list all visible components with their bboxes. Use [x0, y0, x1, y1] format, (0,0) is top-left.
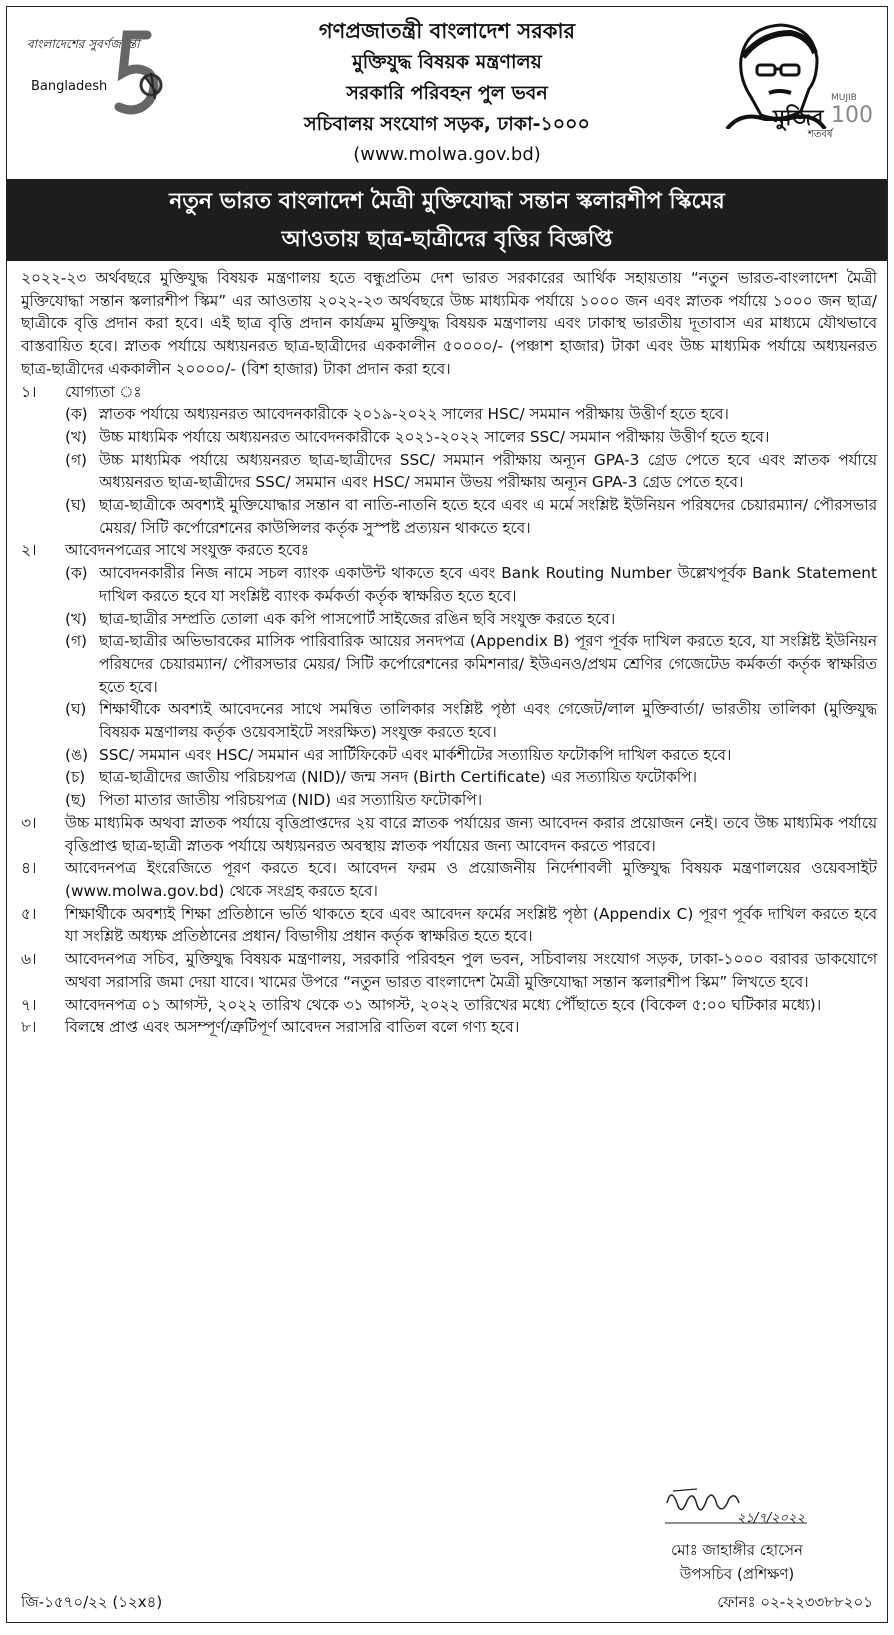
section-item — [21, 903, 877, 948]
section-text: আবেদনপত্রের সাথে সংযুক্ত করতে হবেঃ — [65, 541, 309, 560]
sub-item — [21, 630, 877, 698]
section-item — [21, 857, 877, 902]
sub-item-key: (ক) — [65, 405, 88, 424]
signatory-name: মোঃ জাহাঙ্গীর হোসেন — [671, 1541, 803, 1559]
notice-body — [7, 261, 887, 1039]
sub-item-text: স্নাতক পর্যায়ে অধ্যয়নরত আবেদনকারীকে ২০১৯-২০২২ সালের HSC/ সমমান পরীক্ষায় উত্তীর্ণ হতে হবে। — [99, 405, 729, 424]
govt-name: গণপ্রজাতন্ত্রী বাংলাদেশ সরকার — [318, 19, 576, 43]
reference-number: জি-১৫৭০/২২ (১২x৪) — [21, 1593, 163, 1611]
title-line-1: নতুন ভারত বাংলাদেশ মৈত্রী মুক্তিযোদ্ধা সন্তান স্কলারশীপ স্কিমের — [169, 189, 725, 214]
sub-item-key: (খ) — [65, 609, 87, 628]
section-number: ৭। — [21, 995, 37, 1014]
sub-item-key: (ঘ) — [65, 496, 87, 515]
website: (www.molwa.gov.bd) — [353, 144, 541, 165]
sub-item-key: (ঘ) — [65, 700, 87, 719]
mujib-en-text: MUJIB — [831, 93, 857, 103]
hundred-text: 100 — [831, 103, 873, 128]
section-item — [21, 948, 877, 993]
section-text: যোগ্যতা ঃ — [65, 382, 142, 401]
section-text: আবেদনপত্র ইংরেজিতে পূরণ করতে হবে। আবেদন ফরম ও প্রয়োজনীয় নির্দেশাবলী মুক্তিযুদ্ধ বিষয়ক মন্ত্রণালয়ের ওয়েবসাইট (www.molwa.gov.bd) থেকে সংগ্রহ করতে হবে। — [65, 859, 877, 900]
phone-number: ফোনঃ ০২-২২৩৩৮৮২০১ — [717, 1593, 873, 1611]
section-number: ১। — [21, 382, 37, 401]
sub-item-text: ছাত্র-ছাত্রীর অভিভাবকের মাসিক পারিবারিক আয়ের সনদপত্র (Appendix B) পূরণ পূর্বক দাখিল করতে হবে, যা সংশ্লিষ্ট ইউনিয়ন পরিষদের চেয়ারম্যান/ পৌরসভার মেয়র/ সিটি কর্পোরেশনের কমিশনার/ ইউএনও/প্রথম শ্রেণির গেজেটেড কর্মকর্তা কর্তৃক স্বাক্ষরিত হতে হবে। — [99, 632, 877, 696]
sections-list — [21, 381, 877, 1039]
section-item — [21, 812, 877, 857]
ministry-heading — [177, 15, 717, 170]
section-number: ৫। — [21, 904, 37, 923]
section-text: বিলম্বে প্রাপ্ত এবং অসম্পূর্ণ/ত্রুটিপূর্ণ আবেদন সরাসরি বাতিল বলে গণ্য হবে। — [65, 1018, 520, 1037]
section-text: উচ্চ মাধ্যমিক অথবা স্নাতক পর্যায়ে বৃত্তিপ্রাপ্তদের ২য় বারে স্নাতক পর্যায়ের জন্য আবেদন করার প্রয়োজন নেই। তবে উচ্চ মাধ্যমিক পর্যায়ে বৃত্তিপ্রাপ্ত ছাত্র-ছাত্রী স্নাতক পর্যায়ে অধ্যয়নরত অবস্থায় স্নাতক পর্যায়ের জন্য আবেদন করতে পারবে। — [65, 813, 877, 855]
sub-item-text: পিতা মাতার জাতীয় পরিচয়পত্র (NID) এর সত্যায়িত ফটোকপি। — [99, 791, 483, 810]
sub-item-text: ছাত্র-ছাত্রীর সম্প্রতি তোলা এক কপি পাসপোর্ট সাইজের রঙিন ছবি সংযুক্ত করতে হবে। — [99, 609, 616, 628]
golden-jubilee-logo — [17, 19, 177, 129]
sub-item — [21, 494, 877, 539]
logo-tagline: বাংলাদেশের সুবর্ণজয়ন্তী — [27, 37, 140, 51]
sub-item — [21, 608, 877, 631]
section-text: আবেদনপত্র সচিব, মুক্তিযুদ্ধ বিষয়ক মন্ত্রণালয়, সরকারি পরিবহন পুল ভবন, সচিবালয় সংযোগ সড়ক, ঢাকা-১০০০ বরাবর ডাকযোগে অথবা সরাসরি জমা দেয়া যাবে। খামের উপরে “নতুন ভারত বাংলাদেশ মৈত্রী মুক্তিযোদ্ধা সন্তান স্কলারশীপ স্কিম” লিখতে হবে। — [65, 950, 877, 991]
section-number: ২। — [21, 541, 37, 560]
sub-item-key: (খ) — [65, 427, 87, 446]
notice-title — [7, 179, 887, 261]
sub-item-text: ছাত্র-ছাত্রীদের জাতীয় পরিচয়পত্র (NID)/ জন্ম সনদ (Birth Certificate) এর সত্যায়িত ফটোকপি। — [99, 768, 697, 787]
section-number: ৪। — [21, 859, 37, 878]
ministry-name: মুক্তিযুদ্ধ বিষয়ক মন্ত্রণালয় — [352, 51, 542, 73]
sub-item-key: (ঙ) — [65, 745, 89, 764]
signature-date: ২১/৭/২০২২ — [737, 1511, 805, 1526]
mujib-centenary-logo — [713, 19, 873, 139]
sub-item-key: (ক) — [65, 564, 88, 583]
intro-paragraph: ২০২২-২৩ অর্থবছরে মুক্তিযুদ্ধ বিষয়ক মন্ত্রণালয় হতে বন্ধুপ্রতিম দেশ ভারত সরকারের আর্থিক সহায়তায় “নতুন ভারত-বাংলাদেশ মৈত্রী মুক্তিযোদ্ধা সন্তান স্কলারশীপ স্কিম” এর আওতায় ২০২২-২৩ অর্থবছরে উচ্চ মাধ্যমিক পর্যায়ে ১০০০ জন এবং স্নাতক পর্যায়ে ১০০০ জন ছাত্র/ছাত্রীকে বৃত্তি প্রদান করা হবে। এই ছাত্র বৃত্তি প্রদান কার্যক্রম মুক্তিযুদ্ধ বিষয়ক মন্ত্রণালয় এবং ঢাকাস্থ ভারতীয় দূতাবাস এর মাধ্যমে যৌথভাবে বাস্তবায়িত হবে। স্নাতক পর্যায়ে অধ্যয়নরত ছাত্র-ছাত্রীদের এককালীন ৫০০০০/- (পঞ্চাশ হাজার) টাকা এবং উচ্চ মাধ্যমিক পর্যায়ে অধ্যয়নরত ছাত্র-ছাত্রীদের এককালীন ২০০০০/- (বিশ হাজার) টাকা প্রদান করা হবে। — [21, 269, 877, 378]
section-number: ৩। — [21, 813, 37, 832]
sub-item — [21, 403, 877, 426]
signatory-designation: উপসচিব (প্রশিক্ষণ) — [679, 1565, 795, 1583]
sub-item — [21, 426, 877, 449]
fifty-emblem-icon — [107, 29, 177, 124]
sub-item-text: আবেদনকারীর নিজ নামে সচল ব্যাংক একাউন্ট থাকতে হবে এবং Bank Routing Number উল্লেখপূর্বক Bank Statement দাখিল করতে হবে যা সংশ্লিষ্ট ব্যাংক কর্মকর্তা কর্তৃক স্বাক্ষরিত হতে হবে। — [99, 564, 877, 605]
section-number: ৮। — [21, 1018, 37, 1037]
notice-page — [6, 6, 888, 1623]
sub-item-text: শিক্ষার্থীকে অবশ্যই আবেদনের সাথে সমন্বিত তালিকার সংশ্লিষ্ট পৃষ্ঠা এবং গেজেট/লাল মুক্তিবার্তা/ ভারতীয় তালিকা (মুক্তিযুদ্ধ বিষয়ক মন্ত্রণালয় কর্তৃক ওয়েবসাইটে সংরক্ষিত) সংযুক্ত করতে হবে। — [99, 700, 877, 742]
mujib-text: মুজিব — [773, 106, 824, 131]
sub-item — [21, 449, 877, 494]
header — [7, 7, 887, 179]
section-text: শিক্ষার্থীকে অবশ্যই শিক্ষা প্রতিষ্ঠানে ভর্তি থাকতে হবে এবং আবেদন ফর্মের সংশ্লিষ্ট পৃষ্ঠা (Appendix C) পূরণ পূর্বক দাখিল করতে হবে যা সংশ্লিষ্ট অধ্যক্ষ প্রতিষ্ঠানের প্রধান/ বিভাগীয় প্রধান কর্তৃক স্বাক্ষরিত হতে হবে। — [65, 904, 877, 946]
section-item — [21, 539, 877, 562]
section-item — [21, 1016, 877, 1039]
sub-item-key: (গ) — [65, 632, 87, 651]
sub-item-text: SSC/ সমমান এবং HSC/ সমমান এর সার্টিফিকেট এবং মার্কশীটের সত্যায়িত ফটোকপি দাখিল করতে হবে। — [99, 745, 732, 764]
sub-item-key: (ছ) — [65, 791, 87, 810]
title-line-2: আওতায় ছাত্র-ছাত্রীদের বৃত্তির বিজ্ঞপ্তি — [281, 227, 613, 252]
sub-item-key: (গ) — [65, 450, 87, 469]
satabarsha-text: শতবর্ষ — [808, 129, 833, 140]
address: সচিবালয় সংযোগ সড়ক, ঢাকা-১০০০ — [304, 113, 590, 135]
sub-item — [21, 789, 877, 812]
sub-item-text: উচ্চ মাধ্যমিক পর্যায়ে অধ্যয়নরত আবেদনকারীকে ২০২১-২০২২ সালের SSC/ সমমান পরীক্ষায় উত্তীর্ণ হতে হবে। — [99, 427, 770, 446]
sub-item — [21, 744, 877, 767]
sub-item — [21, 562, 877, 607]
logo-country: Bangladesh — [31, 79, 108, 94]
sub-item — [21, 766, 877, 789]
section-number: ৬। — [21, 950, 37, 969]
section-text: আবেদনপত্র ০১ আগস্ট, ২০২২ তারিখ থেকে ৩১ আগস্ট, ২০২২ তারিখের মধ্যে পৌঁছাতে হবে (বিকেল ৫:০০ ঘটিকার মধ্যে)। — [65, 995, 822, 1014]
building-name: সরকারি পরিবহন পুল ভবন — [346, 82, 548, 104]
sub-item-text: উচ্চ মাধ্যমিক পর্যায়ে অধ্যয়নরত ছাত্র-ছাত্রীদের SSC/ সমমান পরীক্ষায় অন্যূন GPA-3 গ্রেড পেতে হবে এবং স্নাতক পর্যায়ে অধ্যয়নরত ছাত্র-ছাত্রীদের SSC/ সমমান এবং HSC/ সমমান উভয় পরীক্ষায় অন্যূন GPA-3 গ্রেড পেতে হবে। — [99, 450, 877, 492]
sub-item — [21, 698, 877, 743]
section-item — [21, 994, 877, 1017]
section-item — [21, 381, 877, 404]
sub-item-text: ছাত্র-ছাত্রীকে অবশ্যই মুক্তিযোদ্ধার সন্তান বা নাতি-নাতনি হতে হবে এবং এ মর্মে সংশ্লিষ্ট ইউনিয়ন পরিষদের চেয়ারম্যান/ পৌরসভার মেয়র/ সিটি কর্পোরেশনের কাউন্সিলর কর্তৃক সুস্পষ্ট প্রত্যয়ন থাকতে হবে। — [99, 496, 877, 537]
sub-item-key: (চ) — [65, 768, 86, 787]
